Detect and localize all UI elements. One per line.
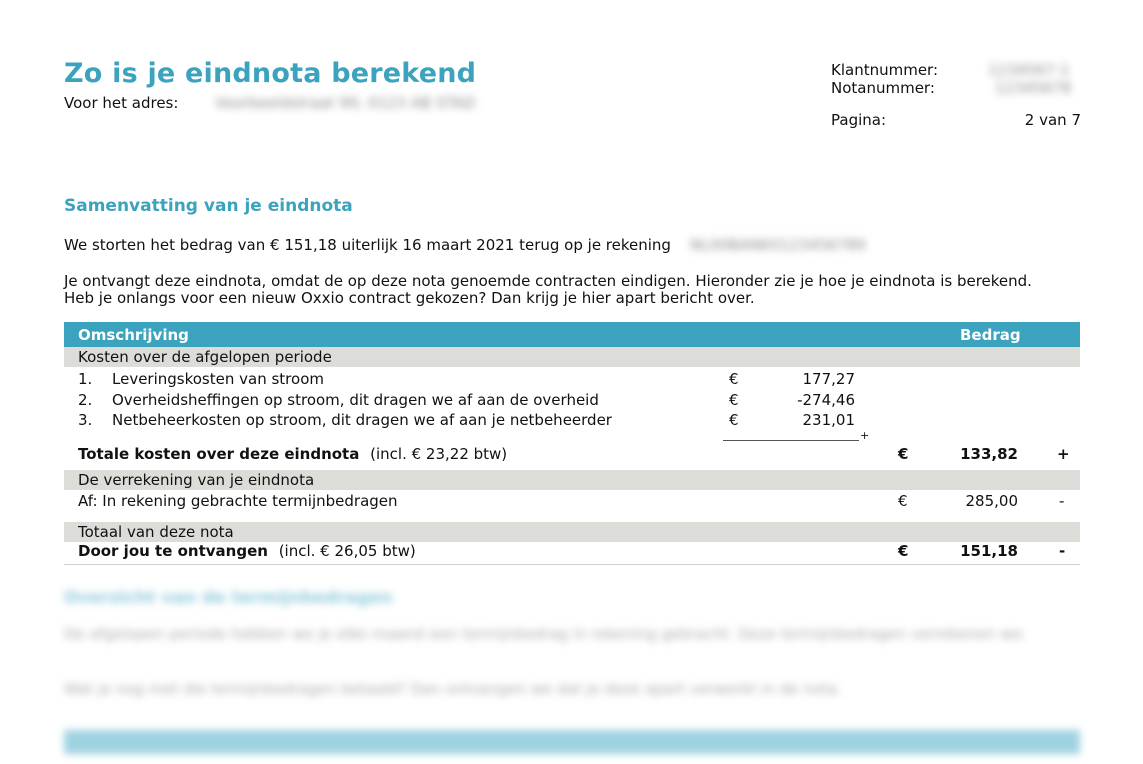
- receive-currency: €: [898, 542, 909, 560]
- total-costs-row: [78, 445, 507, 463]
- deduct-sign: -: [1059, 492, 1065, 510]
- item-label: Leveringskosten van stroom: [112, 370, 324, 388]
- address-label: Voor het adres:: [64, 94, 179, 112]
- item-number: 1.: [78, 370, 93, 388]
- summary-title: Samenvatting van je eindnota: [64, 196, 353, 216]
- receive-label: Door jou te ontvangen: [78, 542, 268, 560]
- column-header-description: Omschrijving: [78, 326, 189, 344]
- item-amount: 177,27: [802, 370, 855, 388]
- deduct-label: Af: In rekening gebrachte termijnbedragen: [78, 492, 398, 510]
- invoice-number-value: 12345678: [995, 79, 1072, 97]
- item-number: 3.: [78, 411, 93, 429]
- receive-sign: -: [1059, 542, 1066, 560]
- deduct-amount: 285,00: [965, 492, 1018, 510]
- receive-note: (incl. € 26,05 btw): [278, 542, 416, 560]
- page-title: Zo is je eindnota berekend: [64, 58, 477, 89]
- table-bottom-divider: [64, 564, 1080, 565]
- section-label-settlement: De verrekening van je eindnota: [78, 471, 315, 489]
- deduct-currency: €: [898, 492, 908, 510]
- blurred-section-title: Overzicht van de termijnbedragen: [64, 588, 393, 608]
- invoice-number-label: Notanummer:: [831, 79, 935, 97]
- page-value: 2 van 7: [1024, 111, 1081, 129]
- summary-paragraph-line2: Heb je onlangs voor een nieuw Oxxio contract gekozen? Dan krijg je hier apart bericht over.: [64, 289, 755, 307]
- section-label-total: Totaal van deze nota: [78, 523, 234, 541]
- section-band-total: [64, 522, 1080, 542]
- total-costs-currency: €: [898, 445, 909, 463]
- total-costs-amount: 133,82: [960, 445, 1018, 463]
- table-header: [64, 322, 1080, 347]
- item-currency: €: [729, 391, 739, 409]
- item-amount: -274,46: [797, 391, 855, 409]
- section-band-settlement: [64, 470, 1080, 490]
- receive-amount: 151,18: [960, 542, 1018, 560]
- customer-number-value: 1234567-1: [988, 61, 1070, 79]
- item-amount: 231,01: [802, 411, 855, 429]
- blurred-table-header: [64, 730, 1080, 754]
- address-value: Voorbeeldstraat 99, 0123 AB STAD: [215, 94, 476, 112]
- total-costs-note: (incl. € 23,22 btw): [370, 445, 508, 463]
- column-header-amount: Bedrag: [960, 326, 1021, 344]
- item-currency: €: [729, 411, 739, 429]
- item-label: Overheidsheffingen op stroom, dit dragen we af aan de overheid: [112, 391, 599, 409]
- total-costs-sign: +: [1057, 445, 1070, 463]
- item-currency: €: [729, 370, 739, 388]
- summary-paragraph-line1: Je ontvangt deze eindnota, omdat de op deze nota genoemde contracten eindigen. Hieronder zie je hoe je eindnota is berekend.: [64, 272, 1032, 290]
- page-label: Pagina:: [831, 111, 887, 129]
- section-label-costs: Kosten over de afgelopen periode: [78, 348, 332, 366]
- item-number: 2.: [78, 391, 93, 409]
- blurred-paragraph-1: De afgelopen periode hebben we je elke maand een termijnbedrag in rekening gebracht. Deze termijnbedragen verrekenen we.: [64, 625, 1027, 643]
- sum-line: [723, 440, 859, 441]
- refund-sentence: We storten het bedrag van € 151,18 uiterlijk 16 maart 2021 terug op je rekening: [64, 236, 671, 254]
- receive-row: [78, 542, 416, 560]
- item-label: Netbeheerkosten op stroom, dit dragen we af aan je netbeheerder: [112, 411, 612, 429]
- blurred-paragraph-2: Wat je nog met die termijnbedragen betaald? Dan ontvangen we dat je deze apart verwerkt in de nota.: [64, 680, 842, 698]
- section-band-costs: [64, 347, 1080, 367]
- account-number: NL00BANK0123456789: [690, 236, 866, 254]
- sum-plus-sign: +: [860, 429, 870, 442]
- customer-number-label: Klantnummer:: [831, 61, 939, 79]
- total-costs-label: Totale kosten over deze eindnota: [78, 445, 360, 463]
